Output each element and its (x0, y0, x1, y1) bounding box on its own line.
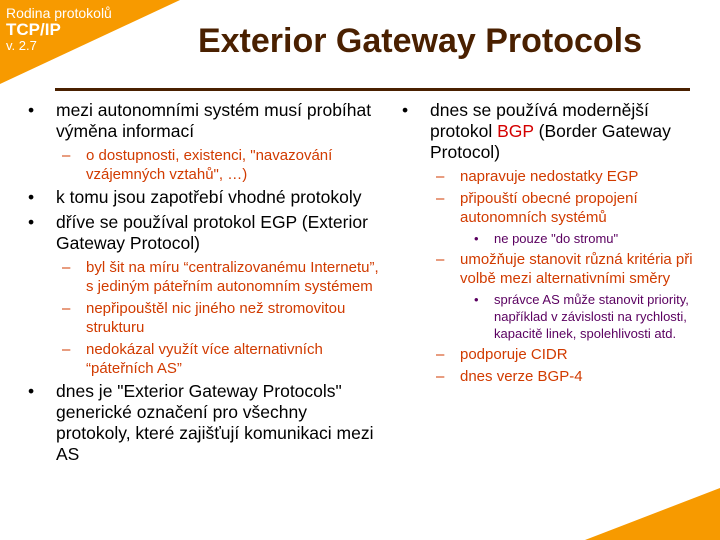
sub-bullet-text: umožňuje stanovit různá kritéria při volbě mezi alternativními směry (460, 251, 693, 287)
sub-bullet-text: podporuje CIDR (460, 346, 568, 363)
dash-marker: – (436, 346, 445, 363)
bullet-text: k tomu jsou zapotřebí vhodné protokoly (56, 187, 362, 207)
sub-sub-bullet-text: správce AS může stanovit priority, například v závislosti na rychlosti, kapacitě linek, spolehlivosti atd. (494, 292, 689, 341)
bullet-item (402, 100, 700, 163)
bullet-marker: • (474, 292, 479, 307)
bullet-text-tail: (Border Gateway Protocol) (430, 121, 671, 162)
bullet-marker: • (402, 100, 409, 120)
sub-sub-bullet-text: ne pouze "do stromu" (494, 231, 619, 246)
title-underline (55, 88, 690, 91)
dash-marker: – (436, 168, 445, 185)
bullet-item (28, 381, 380, 465)
bullet-text-lead: dnes se používá modernější protokol (430, 100, 649, 141)
dash-marker: – (62, 259, 71, 276)
dash-marker: – (436, 251, 445, 268)
bullet-text: mezi autonomními systém musí probíhat výměna informací (56, 100, 372, 141)
sub-sub-bullet-item (402, 230, 700, 247)
bullet-text: dnes je "Exterior Gateway Protocols" generické označení pro všechny protokoly, které zajišťují komunikaci mezi AS (56, 381, 374, 464)
sub-bullet-item (402, 250, 700, 288)
sub-bullet-text: o dostupnosti, existenci, "navazování vzájemných vztahů", …) (86, 147, 333, 183)
sub-bullet-text: napravuje nedostatky EGP (460, 168, 639, 185)
sub-bullet-text: byl šit na míru “centralizovanému Internetu”, s jediným páteřním autonomním systémem (86, 259, 379, 295)
slide-title: Exterior Gateway Protocols (197, 22, 643, 60)
sub-bullet-item (402, 189, 700, 227)
bgp-highlight: BGP (497, 121, 534, 141)
bullet-marker: • (28, 100, 35, 120)
sub-bullet-item (402, 367, 700, 386)
badge-series: Rodina protokolů (6, 5, 112, 21)
badge-topic: TCP/IP (6, 19, 61, 39)
course-badge (6, 6, 112, 52)
sub-bullet-item (28, 299, 380, 337)
sub-bullet-item (28, 340, 380, 378)
bullet-marker: • (28, 187, 35, 207)
dash-marker: – (62, 147, 71, 164)
dash-marker: – (436, 368, 445, 385)
sub-bullet-text: nepřipouštěl nic jiného než stromovitou strukturu (86, 300, 346, 336)
sub-bullet-item (402, 167, 700, 186)
bullet-text: dříve se používal protokol EGP (Exterior Gateway Protocol) (56, 212, 368, 253)
sub-bullet-item (28, 258, 380, 296)
bullet-item (28, 100, 380, 142)
sub-sub-bullet-item (402, 291, 700, 342)
bullet-marker: • (474, 231, 479, 246)
sub-bullet-item (28, 146, 380, 184)
bullet-marker: • (28, 212, 35, 232)
corner-decoration-bottom-right (585, 488, 720, 540)
right-column (402, 100, 700, 389)
badge-version: v. 2.7 (6, 37, 37, 53)
dash-marker: – (62, 300, 71, 317)
bullet-item (28, 187, 380, 208)
left-column (28, 100, 380, 469)
bullet-item (28, 212, 380, 254)
sub-bullet-item (402, 345, 700, 364)
sub-bullet-text: dnes verze BGP-4 (460, 368, 583, 385)
sub-bullet-text: připouští obecné propojení autonomních systémů (460, 190, 638, 226)
bullet-marker: • (28, 381, 35, 401)
dash-marker: – (436, 190, 445, 207)
dash-marker: – (62, 341, 71, 358)
sub-bullet-text: nedokázal využít více alternativních “páteřních AS” (86, 341, 323, 377)
